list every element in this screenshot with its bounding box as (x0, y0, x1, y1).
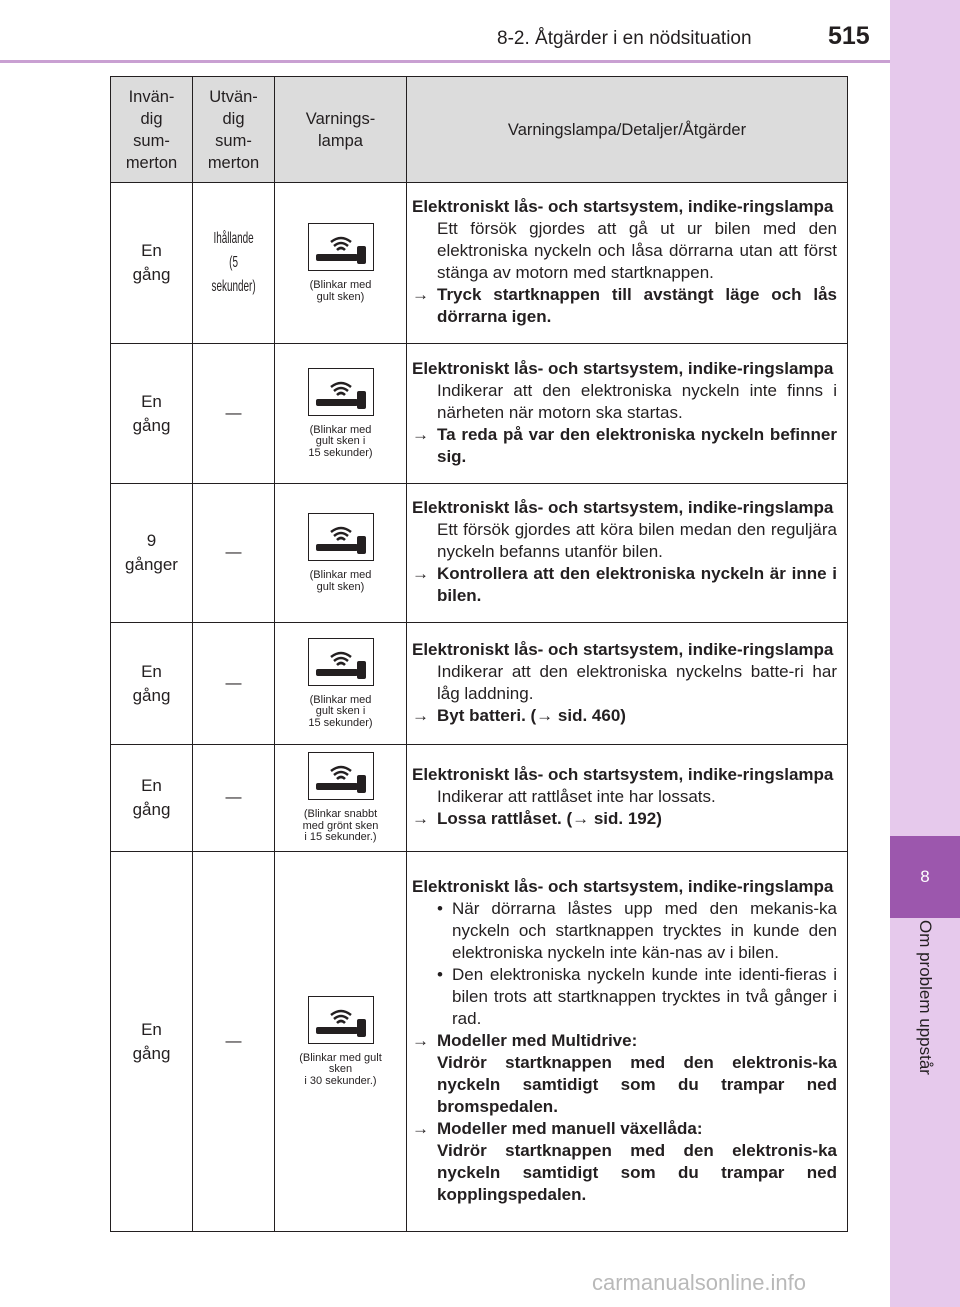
warning-table (110, 76, 848, 1232)
arrow-icon: → (412, 809, 429, 828)
detail-action-text: Vidrör startknappen med den elektronis-ka nyckeln samtidigt som du trampar ned bromspedalen. (437, 1052, 837, 1116)
lamp-caption: (Blinkar med gult sken i 15 sekunder) (308, 693, 373, 729)
detail-title: Elektroniskt lås- och startsystem, indike-ringslampa (412, 765, 834, 784)
arrow-icon: → (412, 1118, 429, 1138)
warning-lamp-cell (275, 484, 407, 623)
inside-buzzer-count: 9 gånger (111, 484, 193, 623)
bullet-item: • När dörrarna låstes upp med den mekanis-ka nyckeln och startknappen trycktes in kunde den elektroniska nyckeln inte kän-nas av i bilen. (437, 898, 837, 962)
detail-text: Indikerar att den elektroniska nyckelns batte-ri har låg laddning. (437, 661, 837, 703)
inside-buzzer-count: En gång (111, 745, 193, 852)
details-cell (407, 852, 848, 1232)
warning-lamp-cell (275, 745, 407, 852)
side-tab-top (890, 0, 960, 836)
bullet-item: • Den elektroniska nyckeln kunde inte identi-fieras i bilen trots att startknappen trycktes in två gånger i rad. (437, 964, 837, 1028)
table-row (111, 745, 848, 852)
smart-key-warning-icon (308, 223, 374, 271)
detail-action: → Modeller med manuell växellåda: (412, 1118, 703, 1138)
detail-text: Indikerar att rattlåset inte har lossats. (437, 787, 716, 806)
outside-buzzer-count: — (193, 745, 275, 852)
table-row (111, 623, 848, 745)
detail-action: → Ta reda på var den elektroniska nyckeln befinner sig. (412, 424, 837, 466)
smart-key-warning-icon (308, 638, 374, 686)
smart-key-warning-icon (308, 368, 374, 416)
detail-title: Elektroniskt lås- och startsystem, indike-ringslampa (412, 498, 834, 517)
section-title: 8-2. Åtgärder i en nödsituation (497, 28, 752, 49)
lamp-caption: (Blinkar med gult sken i 15 sekunder) (308, 423, 373, 459)
lamp-caption: (Blinkar med gult sken) (309, 279, 372, 303)
arrow-icon: → (412, 424, 429, 444)
detail-text: Indikerar att den elektroniska nyckeln inte finns i närheten när motorn ska startas. (437, 380, 837, 422)
chapter-number: 8 (890, 836, 960, 918)
table-row (111, 344, 848, 484)
arrow-icon: → (412, 564, 429, 583)
detail-title: Elektroniskt lås- och startsystem, indike-ringslampa (412, 876, 834, 896)
header-rule (0, 60, 890, 63)
table-row (111, 852, 848, 1232)
table-row (111, 484, 848, 623)
arrow-icon: → (412, 705, 429, 725)
smart-key-warning-icon (308, 513, 374, 561)
header-details: Varningslampa/Detaljer/Åtgärder (407, 77, 848, 183)
detail-action: → Byt batteri. (→ sid. 460) (412, 705, 626, 725)
detail-title: Elektroniskt lås- och startsystem, indike-ringslampa (412, 358, 834, 378)
outside-buzzer-count: — (193, 852, 275, 1232)
details-cell (407, 344, 848, 484)
warning-lamp-cell (275, 852, 407, 1232)
details-cell (407, 484, 848, 623)
warning-lamp-cell (275, 183, 407, 344)
detail-title: Elektroniskt lås- och startsystem, indike-ringslampa (412, 197, 834, 216)
outside-buzzer-count: — (193, 344, 275, 484)
lamp-caption: (Blinkar snabbt med grönt sken i 15 sekunder.) (302, 808, 379, 844)
detail-action: → Modeller med Multidrive: (412, 1030, 638, 1050)
smart-key-warning-icon (308, 996, 374, 1044)
detail-title: Elektroniskt lås- och startsystem, indike-ringslampa (412, 639, 834, 659)
detail-text: Ett försök gjordes att köra bilen medan den reguljära nyckeln befanns utanför bilen. (437, 520, 837, 561)
details-cell (407, 745, 848, 852)
inside-buzzer-count: En gång (111, 852, 193, 1232)
page-number: 515 (828, 22, 870, 50)
header-inside-buzzer: Invän- dig sum- merton (111, 77, 193, 183)
inside-buzzer-count: En gång (111, 344, 193, 484)
header-warning-lamp: Varnings- lampa (275, 77, 407, 183)
inside-buzzer-count: En gång (111, 623, 193, 745)
chapter-label: Om problem uppstår (916, 920, 935, 1075)
details-cell (407, 183, 848, 344)
watermark: carmanualsonline.info (592, 1270, 807, 1295)
detail-action: → Tryck startknappen till avstängt läge och lås dörrarna igen. (412, 285, 837, 326)
details-cell (407, 623, 848, 745)
table-row (111, 183, 848, 344)
outside-buzzer-count: Ihållande (5 sekunder) (193, 183, 275, 344)
smart-key-warning-icon (308, 752, 374, 800)
detail-action: → Kontrollera att den elektroniska nyckeln är inne i bilen. (412, 564, 837, 605)
inside-buzzer-count: En gång (111, 183, 193, 344)
lamp-caption: (Blinkar med gult sken i 30 sekunder.) (299, 1051, 382, 1087)
arrow-icon: → (412, 285, 429, 304)
warning-lamp-cell (275, 344, 407, 484)
detail-action-text: Vidrör startknappen med den elektronis-ka nyckeln samtidigt som du trampar ned kopplingspedalen. (437, 1140, 837, 1204)
detail-text: Ett försök gjordes att gå ut ur bilen med den elektroniska nyckeln och låsa dörrarna utan att först stänga av motorn med startknappen. (437, 219, 837, 282)
warning-lamp-cell (275, 623, 407, 745)
detail-action: → Lossa rattlåset. (→ sid. 192) (412, 809, 662, 828)
table-header-row (111, 77, 848, 183)
outside-buzzer-count: — (193, 623, 275, 745)
lamp-caption: (Blinkar med gult sken) (309, 569, 372, 593)
arrow-icon: → (412, 1030, 429, 1050)
outside-buzzer-count: — (193, 484, 275, 623)
header-outside-buzzer: Utvän- dig sum- merton (193, 77, 275, 183)
